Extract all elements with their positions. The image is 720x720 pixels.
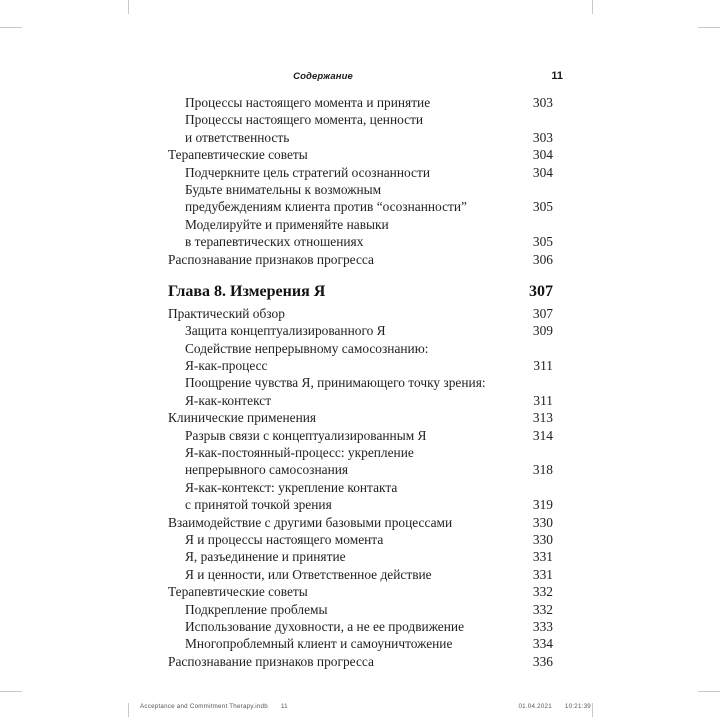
toc-entry-page-number: 330 xyxy=(532,531,553,547)
toc-entry-label: Я-как-процесс xyxy=(185,358,268,374)
running-head xyxy=(128,71,563,87)
toc-entry-label: Глава 8. Измерения Я xyxy=(168,282,326,300)
toc-row[interactable] xyxy=(168,583,553,600)
toc-row[interactable] xyxy=(168,164,553,181)
toc-entry-page-number: 332 xyxy=(532,584,553,600)
toc-entry-label: Распознавание признаков прогресса xyxy=(168,251,374,267)
crop-mark-top-right-horizontal xyxy=(698,27,720,28)
toc-entry-page-number: 309 xyxy=(532,323,553,339)
toc-entry-label: Использование духовности, а не ее продвижение xyxy=(185,618,465,634)
toc-entry-page-number: 331 xyxy=(532,549,553,565)
table-of-contents xyxy=(168,94,553,670)
toc-entry-label: Клинические применения xyxy=(168,410,317,426)
toc-entry-label: Разрыв связи с концептуализированным Я xyxy=(185,427,427,443)
toc-entry-page-number: 313 xyxy=(532,410,553,426)
running-head-title: Содержание xyxy=(293,71,353,82)
toc-entry-label: предубеждениям клиента против “осознанности” xyxy=(185,199,467,215)
toc-row[interactable] xyxy=(168,198,553,215)
toc-entry-label: Подчеркните цель стратегий осознанности xyxy=(185,164,431,180)
toc-entry-label: в терапевтических отношениях xyxy=(185,234,364,250)
toc-entry-label: Многопроблемный клиент и самоуничтожение xyxy=(185,636,453,652)
toc-entry-label: непрерывного самосознания xyxy=(185,462,349,478)
toc-row[interactable] xyxy=(168,427,553,444)
toc-entry-page-number: 307 xyxy=(529,282,553,300)
footer-timestamp-group xyxy=(518,703,591,710)
toc-entry-label: Я и ценности, или Ответственное действие xyxy=(185,566,432,582)
toc-entry-page-number: 303 xyxy=(532,129,553,145)
toc-entry-label: Содействие непрерывному самосознанию: xyxy=(185,340,429,356)
toc-row[interactable] xyxy=(168,129,553,146)
toc-entry-label: Взаимодействие с другими базовыми процессами xyxy=(168,514,453,530)
toc-row[interactable] xyxy=(168,496,553,513)
toc-entry-page-number: 311 xyxy=(533,358,553,374)
toc-entry-page-number: 336 xyxy=(532,653,553,669)
toc-row[interactable] xyxy=(168,566,553,583)
footer-filename-group xyxy=(140,703,288,710)
toc-row[interactable] xyxy=(168,111,553,128)
toc-entry-page-number: 304 xyxy=(532,164,553,180)
toc-row[interactable] xyxy=(168,357,553,374)
crop-mark-bottom-left-horizontal xyxy=(0,691,22,692)
toc-entry-page-number: 306 xyxy=(532,251,553,267)
toc-row[interactable] xyxy=(168,340,553,357)
crop-mark-bottom-right-horizontal xyxy=(698,691,720,692)
toc-entry-label: Распознавание признаков прогресса xyxy=(168,653,374,669)
toc-entry-page-number: 333 xyxy=(532,618,553,634)
toc-entry-label: Будьте внимательны к возможным xyxy=(185,181,382,197)
footer-folio: 11 xyxy=(280,703,288,710)
toc-entry-page-number: 311 xyxy=(533,392,553,408)
toc-entry-page-number: 305 xyxy=(532,199,553,215)
toc-entry-label: Я-как-контекст: укрепление контакта xyxy=(185,479,398,495)
toc-row[interactable] xyxy=(168,322,553,339)
toc-entry-page-number: 314 xyxy=(532,427,553,443)
toc-entry-page-number: 331 xyxy=(532,566,553,582)
toc-entry-page-number: 303 xyxy=(532,95,553,110)
toc-entry-label: Терапевтические советы xyxy=(168,147,308,163)
toc-entry-label: Я-как-контекст xyxy=(185,392,272,408)
toc-row[interactable] xyxy=(168,653,553,670)
toc-row[interactable] xyxy=(168,216,553,233)
toc-row[interactable] xyxy=(168,514,553,531)
toc-entry-label: Поощрение чувства Я, принимающего точку зрения: xyxy=(185,375,486,391)
toc-entry-label: с принятой точкой зрения xyxy=(185,497,332,513)
toc-entry-page-number: 307 xyxy=(532,305,553,321)
toc-row[interactable] xyxy=(168,479,553,496)
toc-entry-label: Я и процессы настоящего момента xyxy=(185,531,384,547)
footer-date: 01.04.2021 xyxy=(518,703,552,710)
toc-entry-label: Практический обзор xyxy=(168,305,285,321)
toc-entry-page-number: 305 xyxy=(532,234,553,250)
toc-row[interactable] xyxy=(168,392,553,409)
toc-entry-page-number: 304 xyxy=(532,147,553,163)
toc-row[interactable] xyxy=(168,409,553,426)
toc-row[interactable] xyxy=(168,374,553,391)
toc-row[interactable] xyxy=(168,548,553,565)
toc-row[interactable] xyxy=(168,531,553,548)
toc-row[interactable] xyxy=(168,601,553,618)
toc-entry-label: Защита концептуализированного Я xyxy=(185,323,386,339)
toc-entry-label: Я-как-постоянный-процесс: укрепление xyxy=(185,445,414,461)
toc-row[interactable] xyxy=(168,181,553,198)
crop-mark-top-left-vertical xyxy=(128,0,129,14)
toc-entry-label: Моделируйте и применяйте навыки xyxy=(185,216,389,232)
crop-mark-bottom-right-vertical xyxy=(592,703,593,717)
toc-row[interactable] xyxy=(168,635,553,652)
page-sheet xyxy=(128,27,592,692)
footer-time: 10:21:39 xyxy=(564,703,591,710)
toc-entry-page-number: 318 xyxy=(532,462,553,478)
toc-row[interactable] xyxy=(168,444,553,461)
print-footer xyxy=(128,700,592,714)
toc-entry-label: Терапевтические советы xyxy=(168,584,308,600)
toc-entry-label: Я, разъединение и принятие xyxy=(185,549,346,565)
toc-entry-label: Процессы настоящего момента, ценности xyxy=(185,112,424,128)
toc-row[interactable] xyxy=(168,233,553,250)
crop-mark-top-right-vertical xyxy=(592,0,593,14)
footer-filename: Acceptance and Commitment Therapy.indb xyxy=(140,703,268,710)
crop-mark-top-left-horizontal xyxy=(0,27,22,28)
toc-row[interactable] xyxy=(168,251,553,268)
toc-entry-page-number: 332 xyxy=(532,601,553,617)
toc-entry-label: и ответственность xyxy=(185,129,290,145)
toc-entry-label: Подкрепление проблемы xyxy=(185,601,328,617)
toc-chapter-row[interactable] xyxy=(168,281,553,302)
toc-entry-page-number: 319 xyxy=(532,497,553,513)
toc-row[interactable] xyxy=(168,94,553,111)
toc-row[interactable] xyxy=(168,618,553,635)
toc-row[interactable] xyxy=(168,146,553,163)
toc-entry-label: Процессы настоящего момента и принятие xyxy=(185,95,431,110)
toc-entry-page-number: 330 xyxy=(532,514,553,530)
running-head-folio: 11 xyxy=(551,70,563,82)
toc-entry-page-number: 334 xyxy=(532,636,553,652)
toc-row[interactable] xyxy=(168,305,553,322)
toc-row[interactable] xyxy=(168,461,553,478)
